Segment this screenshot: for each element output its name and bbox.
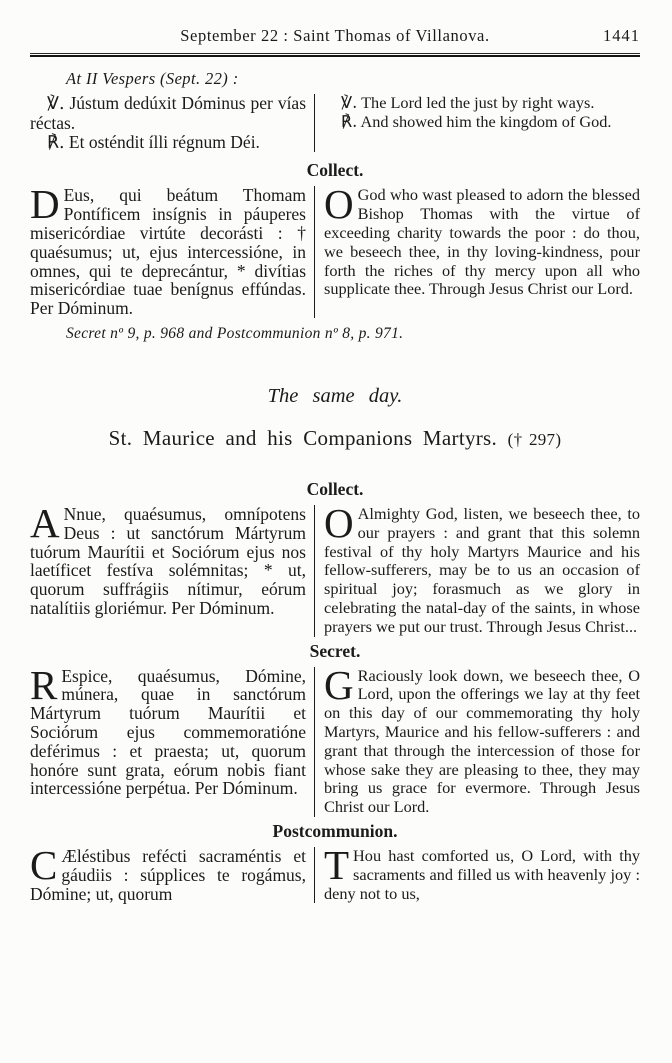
dropcap-initial: C <box>30 841 58 888</box>
column-divider <box>314 847 315 903</box>
versicle-english <box>324 94 640 113</box>
response-latin <box>30 133 306 153</box>
collect2-heading: Collect. <box>306 478 364 499</box>
collect1-latin-column <box>30 181 306 319</box>
collect2-english-column <box>324 499 640 637</box>
response-icon: ℟. <box>47 132 65 153</box>
versicle-latin-text: Jústum dedúxit Dóminus per vías réctas. <box>30 93 307 133</box>
response-english <box>324 113 640 132</box>
collect2-section <box>30 499 640 637</box>
postcommunion-english-prayer <box>324 841 640 903</box>
collect2-latin-prayer <box>30 499 306 618</box>
versicle-english-text: The Lord led the just by right ways. <box>361 93 595 112</box>
postcommunion-english-text: Hou hast comforted us, O Lord, with thy sacraments and filled us with heavenly joy : deny not to us, <box>324 845 640 903</box>
secret-latin-prayer <box>30 661 306 799</box>
postcommunion-latin-text: Æléstibus refécti sacraméntis et gáudiis : súpplices te rogámus, Dómine; ut, quorum <box>30 845 306 904</box>
dropcap-initial: O <box>324 499 354 546</box>
collect1-english-column <box>324 181 640 318</box>
collect1-english-prayer <box>324 181 640 299</box>
versicle-latin <box>30 94 306 133</box>
running-title: September 22 : Saint Thomas of Villanova. <box>180 26 490 45</box>
dropcap-initial: T <box>324 841 350 888</box>
collect2-english-prayer <box>324 499 640 637</box>
header-rule <box>30 53 640 57</box>
column-divider <box>314 667 315 817</box>
response-icon: ℟. <box>341 111 358 131</box>
dropcap-initial: O <box>324 181 354 228</box>
postcommunion-heading: Postcommunion. <box>272 820 398 841</box>
collect1-heading: Collect. <box>306 160 364 181</box>
same-day-rubric: The same day. <box>267 384 403 407</box>
collect2-latin-column <box>30 499 306 637</box>
vespers-rubric: At II Vespers (Sept. 22) : <box>66 69 239 88</box>
secret-heading: Secret. <box>309 640 361 661</box>
postcommunion-latin-column <box>30 841 306 904</box>
vespers-section <box>30 94 640 152</box>
dropcap-initial: D <box>30 181 60 228</box>
versicle-icon: ℣. <box>47 94 65 114</box>
secret-english-prayer <box>324 661 640 817</box>
secret-latin-column <box>30 661 306 817</box>
collect1-latin-prayer <box>30 181 306 319</box>
versicle-icon: ℣. <box>341 93 358 112</box>
collect2-english-text: Almighty God, listen, we beseech thee, to our prayers : and grant that this solemn festival of thy holy Martyrs Maurice and his fellow-sufferers, may be to us an occasion of spiritual joy; forasmuch as we glory in celebrating the natal-day of the saints, in whose prayers we put our trust. Through Jesus Christ... <box>324 503 640 636</box>
vespers-latin-column <box>30 94 306 152</box>
collect1-english-text: God who wast pleased to adorn the blessed Bishop Thomas with the virtue of exceeding charity towards the poor : do thou, we beseech thee, in thy loving-kindness, pour forth the riches of thy mercy upon all who supplicate thee. Through Jesus Christ our Lord. <box>324 185 640 299</box>
response-latin-text: Et osténdit ílli régnum Déi. <box>68 131 260 152</box>
column-divider <box>314 505 315 637</box>
column-divider <box>314 186 315 318</box>
dropcap-initial: A <box>30 499 60 546</box>
secret-english-column <box>324 661 640 817</box>
dropcap-initial: G <box>324 661 354 708</box>
feast-title <box>30 426 640 451</box>
secret-english-text: Raciously look down, we beseech thee, O Lord, upon the offerings we lay at thy feet on this day of our commemorating thy holy Martyrs, Maurice and his fellow-sufferers : and grant that through the intercession of those for whose sake they are pleasing to thee, they may bring us grace for evermore. Through Jesus Christ our Lord. <box>324 665 640 817</box>
page-header <box>30 26 640 46</box>
secret-postcommunion-reference: Secret nº 9, p. 968 and Postcommunion nº 8, p. 971. <box>66 324 404 342</box>
vespers-english-column <box>324 94 640 152</box>
postcommunion-section <box>30 841 640 904</box>
secret-section <box>30 661 640 817</box>
collect1-section <box>30 181 640 319</box>
column-divider <box>314 94 315 152</box>
dropcap-initial: R <box>30 661 58 708</box>
collect2-latin-text: Nnue, quaésumus, omnípotens Deus : ut sanctórum Mártyrum tuórum Maurítii et Sociórum ejus nos laetíficet festíva solémnitas; * ut, quorum suffrágiis nítimur, eórum natalítiis gloriémur. Per Dóminum. <box>30 503 306 618</box>
feast-date: († 297) <box>507 429 562 449</box>
feast-title-text: St. Maurice and his Companions Martyrs. <box>108 425 498 450</box>
postcommunion-english-column <box>324 841 640 903</box>
postcommunion-latin-prayer <box>30 841 306 904</box>
secret-latin-text: Espice, quaésumus, Dómine, múnera, quae in sanctórum Mártyrum tuórum Maurítii et Sociórum ejus commemoratióne deférimus : et praesta; ut, quorum honóre sunt grata, eórum nobis fiant intercessióne perpétua. Per Dóminum. <box>30 665 306 799</box>
page-number: 1441 <box>603 26 640 45</box>
response-english-text: And showed him the kingdom of God. <box>360 111 612 131</box>
collect1-latin-text: Eus, qui beátum Thomam Pontíficem insígnis in páuperes misericórdiae virtúte decorásti : † quaésumus; ut, ejus intercessióne, in omnes, qui te deprecántur, * divítias misericórdiae tuae benígnus effúndas. Per Dóminum. <box>30 185 306 319</box>
